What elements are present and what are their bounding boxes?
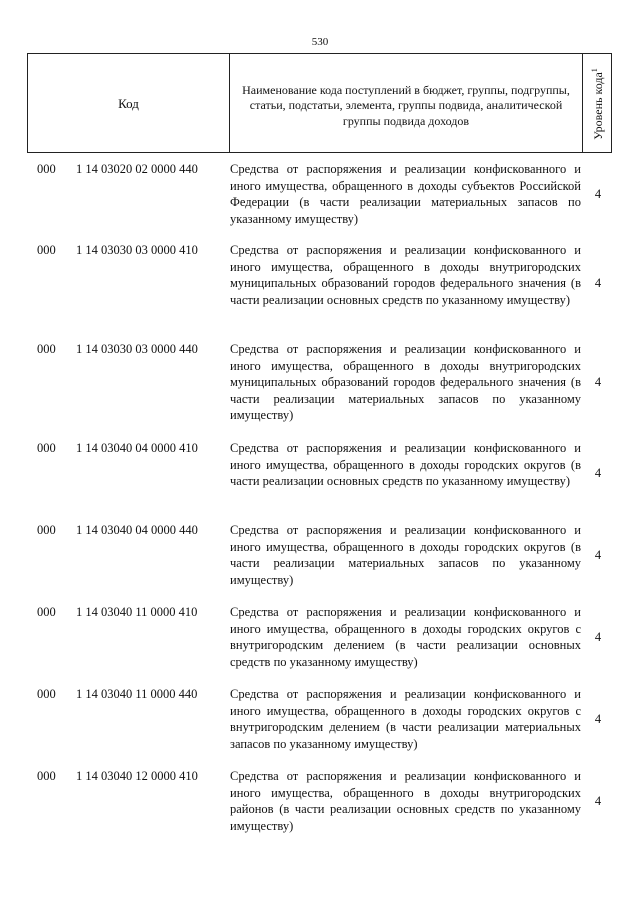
row-code: 1 14 03040 11 0000 440 [76, 687, 198, 701]
row-level: 4 [594, 187, 602, 201]
header-level-cell [583, 54, 613, 154]
row-admin-code: 000 [37, 769, 56, 783]
row-level: 4 [594, 276, 602, 290]
row-level: 4 [594, 630, 602, 644]
row-level: 4 [594, 794, 602, 808]
row-level: 4 [594, 466, 602, 480]
row-admin-code: 000 [37, 523, 56, 537]
table-header [27, 53, 612, 153]
header-level-footnote: 1 [590, 68, 599, 73]
row-admin-code: 000 [37, 162, 56, 176]
row-level: 4 [594, 375, 602, 389]
row-code: 1 14 03040 04 0000 440 [76, 523, 198, 537]
row-code: 1 14 03040 04 0000 410 [76, 441, 198, 455]
header-level [590, 68, 606, 140]
column-divider [229, 54, 230, 152]
row-level: 4 [594, 548, 602, 562]
row-name: Средства от распоряжения и реализации конфискованного и иного имущества, обращенного в доходы городских округов с внутригородским делением (в части реализации материальных запасов по указанному имуществу) [230, 687, 581, 751]
header-level-label: Уровень кода [591, 72, 605, 140]
row-name: Средства от распоряжения и реализации конфискованного и иного имущества, обращенного в доходы внутригородских муниципальных образований городов федерального значения (в части реализации материальных запасов по указанному имуществу) [230, 342, 581, 422]
row-admin-code: 000 [37, 342, 56, 356]
header-code: Код [118, 96, 139, 111]
row-code: 1 14 03030 03 0000 440 [76, 342, 198, 356]
row-name: Средства от распоряжения и реализации конфискованного и иного имущества, обращенного в доходы городских округов с внутригородским делением (в части реализации основных средств по указанному имуществу) [230, 605, 581, 669]
row-admin-code: 000 [37, 687, 56, 701]
row-code: 1 14 03030 03 0000 410 [76, 243, 198, 257]
row-admin-code: 000 [37, 441, 56, 455]
row-admin-code: 000 [37, 243, 56, 257]
page-number: 530 [311, 36, 329, 48]
header-name: Наименование кода поступлений в бюджет, группы, подгруппы, статьи, подстатьи, элемента, группы подвида, аналитической группы подвида доходов [242, 82, 570, 128]
row-code: 1 14 03020 02 0000 440 [76, 162, 198, 176]
row-code: 1 14 03040 12 0000 410 [76, 769, 198, 783]
row-code: 1 14 03040 11 0000 410 [76, 605, 198, 619]
row-admin-code: 000 [37, 605, 56, 619]
row-name: Средства от распоряжения и реализации конфискованного и иного имущества, обращенного в доходы внутригородских муниципальных образований городов федерального значения (в части реализации основных средств по указанному имуществу) [230, 243, 581, 307]
row-name: Средства от распоряжения и реализации конфискованного и иного имущества, обращенного в доходы городских округов (в части реализации основных средств по указанному имуществу) [230, 441, 581, 488]
row-name: Средства от распоряжения и реализации конфискованного и иного имущества, обращенного в доходы субъектов Российской Федерации (в части реализации материальных запасов по указанному имуществу) [230, 162, 581, 226]
row-name: Средства от распоряжения и реализации конфискованного и иного имущества, обращенного в доходы городских округов (в части реализации материальных запасов по указанному имуществу) [230, 523, 581, 587]
row-name: Средства от распоряжения и реализации конфискованного и иного имущества, обращенного в доходы внутригородских районов (в части реализации основных средств по указанному имуществу) [230, 769, 581, 833]
row-level: 4 [594, 712, 602, 726]
